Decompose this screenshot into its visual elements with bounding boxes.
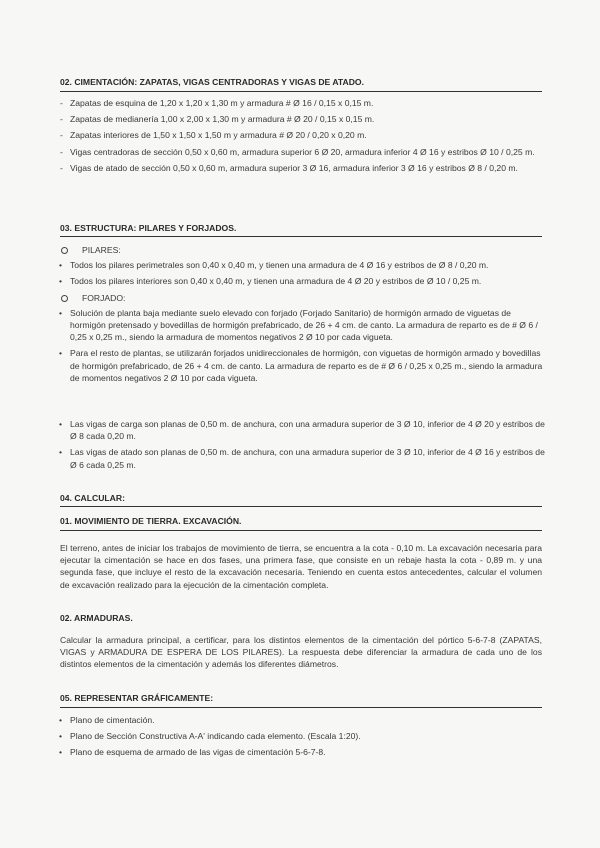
section-04-rule xyxy=(60,506,542,507)
section-04-02-text xyxy=(60,634,542,671)
list-item: - Zapatas interiores de 1,50 x 1,50 x 1,50 m y armadura # Ø 20 / 0,20 x 0,20 m. xyxy=(58,129,546,141)
section-03-title: 03. ESTRUCTURA: PILARES Y FORJADOS. xyxy=(60,223,237,233)
vigas-list xyxy=(58,418,546,475)
section-04-02-title: 02. ARMADURAS. xyxy=(60,613,133,623)
section-03-body xyxy=(58,242,546,388)
list-item: • Todos los pilares perimetrales son 0,40 x 0,40 m, y tienen una armadura de 4 Ø 16 y estribos de Ø 8 / 0,20 m. xyxy=(58,259,546,271)
circle-bullet-icon xyxy=(61,247,68,254)
section-02-title: 02. CIMENTACIÓN: ZAPATAS, VIGAS CENTRADORAS Y VIGAS DE ATADO. xyxy=(60,77,364,87)
section-04-01-rule xyxy=(60,530,542,531)
section-04-title: 04. CALCULAR: xyxy=(60,493,125,503)
list-item: • Plano de Sección Constructiva A-A' indicando cada elemento. (Escala 1:20). xyxy=(58,730,546,742)
section-02-rule xyxy=(60,91,542,92)
list-item: • Solución de planta baja mediante suelo elevado con forjado (Forjado Sanitario) de hormigón armado de viguetas de hormigón pretensado y bovedillas de hormigón prefabricado, de 26 + 4 cm. de canto. La armadura de reparto es de # Ø 6 / 0,25 x 0,25 m., siendo la armadura de momentos negativos 2 Ø 10 por cada vigueta. xyxy=(58,307,546,344)
list-item: - Vigas centradoras de sección 0,50 x 0,60 m, armadura superior 6 Ø 20, armadura inferior 4 Ø 16 y estribos Ø 10 / 0,25 m. xyxy=(58,146,546,158)
section-04-01-title: 01. MOVIMIENTO DE TIERRA. EXCAVACIÓN. xyxy=(60,516,242,526)
list-item: - Vigas de atado de sección 0,50 x 0,60 m, armadura superior 3 Ø 16, armadura inferior 3 Ø 16 y estribos Ø 8 / 0,20 m. xyxy=(58,162,546,174)
pilares-label: PILARES: xyxy=(58,244,546,256)
list-item: - Zapatas de medianería 1,00 x 2,00 x 1,30 m y armadura # Ø 20 / 0,15 x 0,15 m. xyxy=(58,113,546,125)
list-item: • Para el resto de plantas, se utilizarán forjados unidireccionales de hormigón, con viguetas de hormigón armado y bovedillas de hormigón prefabricado, de 26 + 4 cm. de canto. La armadura de reparto es de # Ø 6 / 0,25 x 0,25 m., siendo la armadura de momentos negativos 2 Ø 10 por cada vigueta. xyxy=(58,347,546,384)
paragraph: Calcular la armadura principal, a certificar, para los distintos elementos de la cimentación del pórtico 5-6-7-8 (ZAPATAS, VIGAS y ARMADURA DE ESPERA DE LOS PILARES). La respuesta debe diferenciar la armadura de cada uno de los distintos elementos de la cimentación y además los diferentes diámetros. xyxy=(60,635,542,670)
circle-bullet-icon xyxy=(61,295,68,302)
list-item: • Plano de cimentación. xyxy=(58,714,546,726)
section-05-list xyxy=(58,714,546,763)
section-05-title: 05. REPRESENTAR GRÁFICAMENTE: xyxy=(60,693,214,703)
section-04-01-text xyxy=(60,542,542,591)
list-item: • Todos los pilares interiores son 0,40 x 0,40 m, y tienen una armadura de 4 Ø 20 y estribos de Ø 10 / 0,25 m. xyxy=(58,275,546,287)
list-item: • Las vigas de atado son planas de 0,50 m. de anchura, con una armadura superior de 3 Ø 10, inferior de 4 Ø 16 y estribos de Ø 6 cada 0,25 m. xyxy=(58,446,546,470)
paragraph: El terreno, antes de iniciar los trabajos de movimiento de tierra, se encuentra a la cota - 0,10 m. La excavación necesaria para ejecutar la cimentación se hace en dos fases, una primera fase, que consiste en un rebaje hasta la cota - 0,89 m. y una segunda fase, que incluye el resto de la excavación necesaria. Teniendo en cuenta estos antecedentes, calcular el volumen de excavación realizado para la ejecución de la cimentación completa. xyxy=(60,543,542,590)
section-02-list xyxy=(58,97,546,178)
forjado-label: FORJADO: xyxy=(58,292,546,304)
list-item: • Las vigas de carga son planas de 0,50 m. de anchura, con una armadura superior de 3 Ø 10, inferior de 4 Ø 20 y estribos de Ø 8 cada 0,20 m. xyxy=(58,418,546,442)
list-item: - Zapatas de esquina de 1,20 x 1,20 x 1,30 m y armadura # Ø 16 / 0,15 x 0,15 m. xyxy=(58,97,546,109)
section-03-rule xyxy=(60,236,542,237)
section-05-rule xyxy=(60,707,542,708)
list-item: • Plano de esquema de armado de las vigas de cimentación 5-6-7-8. xyxy=(58,746,546,758)
